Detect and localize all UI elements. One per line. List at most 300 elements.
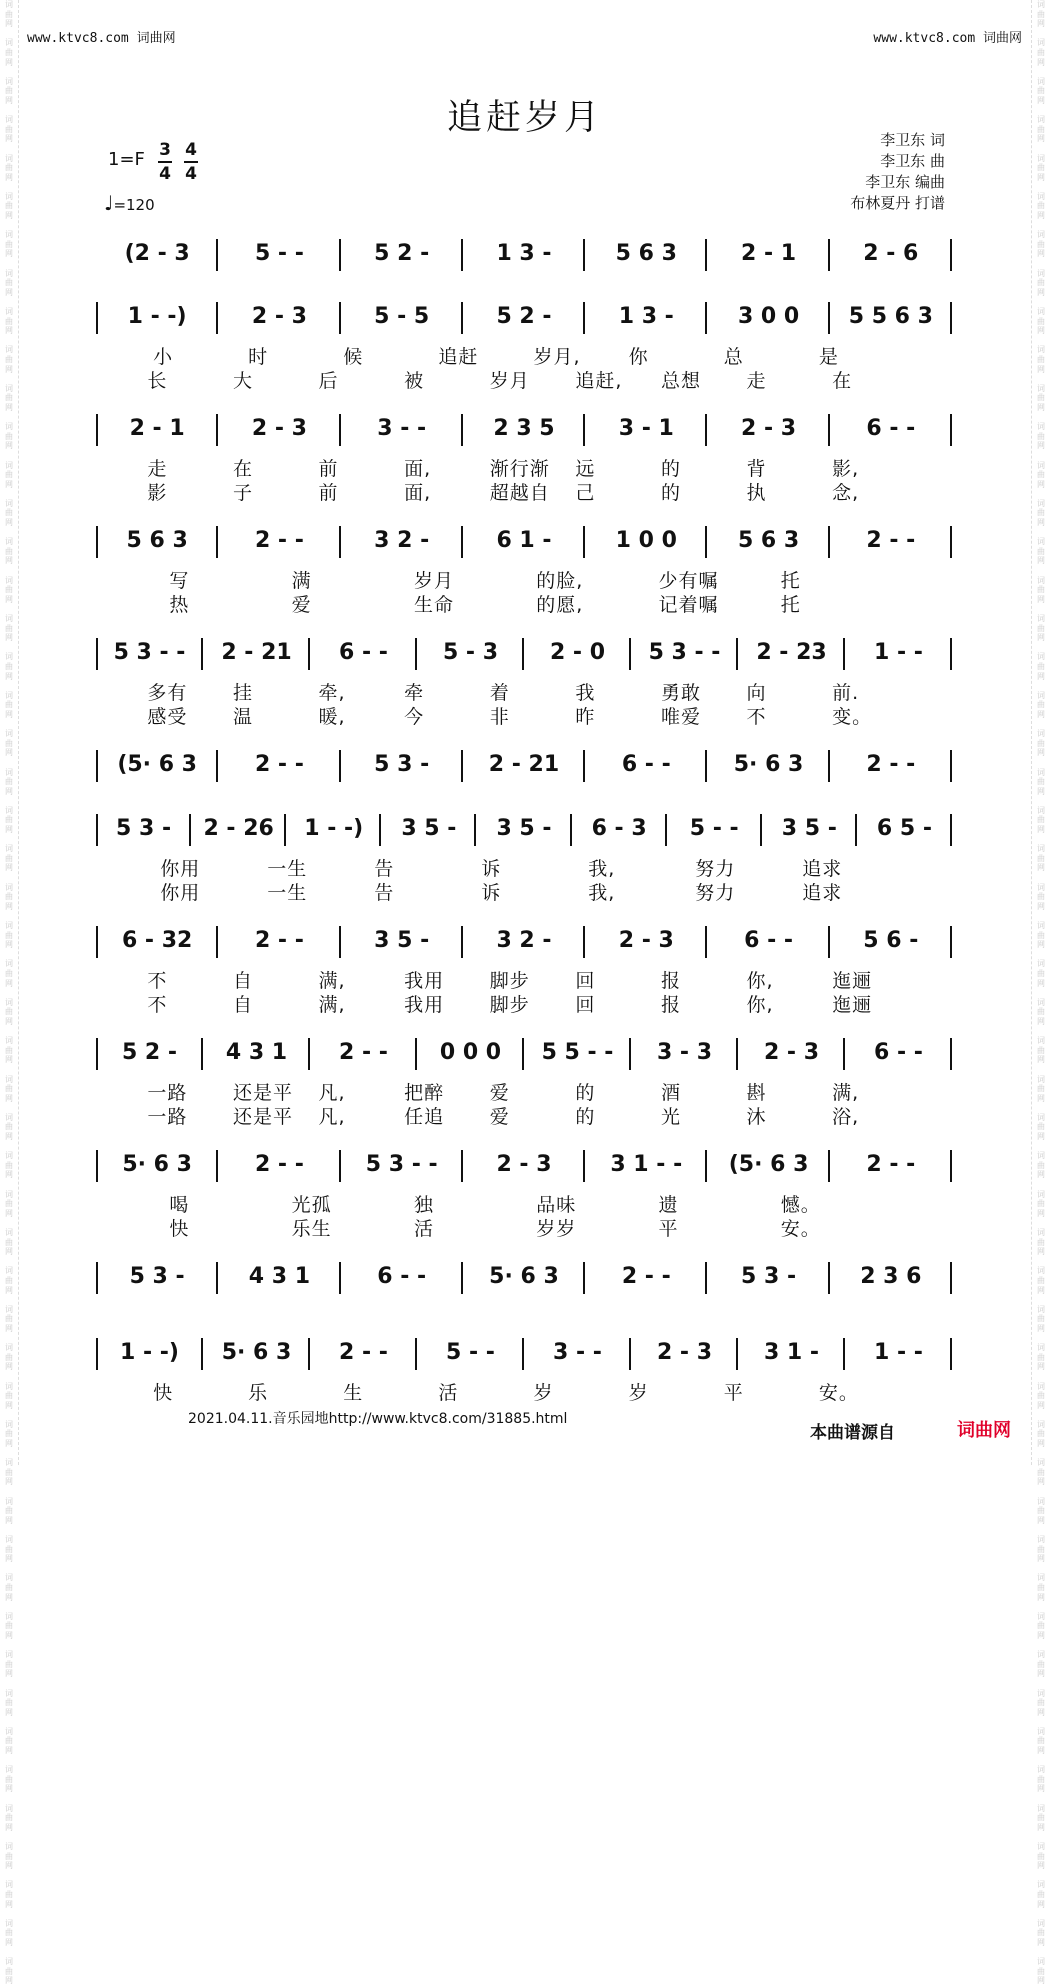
lyric-word: 还是平 bbox=[232, 1082, 293, 1104]
lyric-word: 爱 bbox=[489, 1082, 510, 1104]
measure-notes: 5· 6 3 bbox=[221, 1340, 292, 1365]
lyric-word: 追赶, bbox=[575, 370, 623, 392]
measure-notes: 1 - - bbox=[874, 640, 923, 665]
lyric-word: 我用 bbox=[404, 994, 445, 1016]
measure-notes: 3 - - bbox=[377, 416, 427, 441]
measure bbox=[96, 924, 218, 964]
measure-notes: 4 3 1 bbox=[225, 1040, 288, 1065]
lyric-word: 爱 bbox=[291, 594, 312, 616]
lyric-word: 安。 bbox=[818, 1382, 859, 1404]
song-title: 追赶岁月 bbox=[446, 98, 603, 138]
lyric-word: 走 bbox=[746, 370, 767, 392]
lyric-word: 小 bbox=[153, 346, 174, 368]
measure bbox=[218, 237, 340, 277]
lyric-word: 长 bbox=[147, 370, 168, 392]
lyric-word: 托 bbox=[780, 594, 801, 616]
measure-notes: 3 0 0 bbox=[737, 304, 800, 329]
measure-notes: 5 3 - bbox=[129, 1264, 185, 1289]
measure-notes: 2 - - bbox=[339, 1040, 388, 1065]
measure-notes: (2 - 3 bbox=[124, 241, 190, 266]
lyric-word: 遗 bbox=[658, 1194, 679, 1216]
lyric-word: 诉 bbox=[481, 882, 502, 904]
lyric-word: 是 bbox=[818, 346, 839, 368]
lyric-word: 在 bbox=[232, 458, 253, 480]
lyric-word: 光 bbox=[660, 1106, 681, 1128]
measure-notes: 2 - 1 bbox=[741, 241, 797, 266]
lyric-word: 挂 bbox=[232, 682, 253, 704]
lyric-word: 你, bbox=[746, 994, 774, 1016]
brand-logo[interactable]: 词曲网 bbox=[957, 1420, 1011, 1441]
measure-notes: 6 - - bbox=[621, 752, 671, 777]
measure bbox=[286, 812, 381, 852]
measure bbox=[830, 412, 952, 452]
lyric-word: 热 bbox=[169, 594, 190, 616]
measure-notes: 5 3 - bbox=[116, 816, 172, 841]
lyric-word: 安。 bbox=[780, 1218, 821, 1240]
measure bbox=[524, 1036, 631, 1076]
lyric-word: 我, bbox=[588, 858, 616, 880]
measure bbox=[417, 636, 524, 676]
measure-notes: 5 - 5 bbox=[374, 304, 430, 329]
lyric-word: 己 bbox=[575, 482, 596, 504]
lyric-word: 面, bbox=[404, 458, 432, 480]
measure bbox=[631, 1336, 738, 1376]
lyric-word: 向 bbox=[746, 682, 767, 704]
lyric-word: 唯爱 bbox=[660, 706, 701, 728]
measure-notes: 5 - - bbox=[689, 816, 739, 841]
barline bbox=[950, 414, 952, 446]
lyric-word: 勇敢 bbox=[660, 682, 701, 704]
measure-notes: 5 - - bbox=[254, 241, 304, 266]
lyric-word: 影 bbox=[147, 482, 168, 504]
measure bbox=[707, 1148, 829, 1188]
measure-notes: 5 - 3 bbox=[442, 640, 499, 665]
measure bbox=[203, 636, 310, 676]
measure bbox=[707, 412, 829, 452]
left-margin-line bbox=[18, 0, 19, 1465]
lyric-word: 岁 bbox=[628, 1382, 649, 1404]
site-header-right[interactable]: www.ktvc8.com 词曲网 bbox=[873, 31, 1022, 46]
measure-notes: 5 - - bbox=[446, 1340, 495, 1365]
measure bbox=[341, 748, 463, 788]
measure-notes: 1 - -) bbox=[304, 816, 364, 841]
measure-notes: 5 3 - bbox=[741, 1264, 797, 1289]
time-sig-bottom: 4 bbox=[159, 164, 171, 184]
measure bbox=[218, 924, 340, 964]
measure bbox=[218, 412, 340, 452]
measure bbox=[96, 300, 218, 340]
measure bbox=[463, 924, 585, 964]
measure-notes: 2 - - bbox=[254, 528, 304, 553]
measure-notes: 3 5 - bbox=[374, 928, 430, 953]
lyric-word: 满, bbox=[318, 994, 346, 1016]
measure bbox=[96, 1148, 218, 1188]
lyric-word: 追求 bbox=[802, 882, 843, 904]
lyric-word: 脚步 bbox=[489, 994, 530, 1016]
measure bbox=[585, 748, 707, 788]
measure bbox=[96, 1260, 218, 1300]
lyric-word: 感受 bbox=[147, 706, 188, 728]
lyric-word: 的 bbox=[660, 482, 681, 504]
measure-notes: 1 3 - bbox=[618, 304, 674, 329]
right-margin-line bbox=[1031, 0, 1032, 1465]
lyric-word: 暖, bbox=[318, 706, 346, 728]
measure bbox=[830, 237, 952, 277]
measure-notes: 5 2 - bbox=[374, 241, 430, 266]
measure-notes: 3 2 - bbox=[374, 528, 430, 553]
watermark-right: 词 曲 网 词 曲 网 词 曲 网 词 曲 网 词 曲 网 词 曲 网 词 曲 网 词 曲 网 词 曲 网 词 曲 网 词 曲 网 词 曲 网 词 曲 网 词 曲 网 词 曲 网 词 曲 网 词 曲 网 词 曲 网 词 曲 网 词 曲 网 词 曲 网 词 曲 网 词 曲 网 词 曲 网 词 曲 网 词 曲 网 词 曲 网 词 曲 网 词 曲 网 词 曲 网 词 曲 网 词 曲 网 词 曲 网 词 曲 网 词 曲 网 词 曲 网 词 曲 网 词 曲 网 词 曲 网 词 曲 网 词 曲 网 词 曲 网 词 曲 网 词 曲 网 词 曲 网 词 曲 网 词 曲 网 词 曲 网 词 曲 网 词 曲 网 词 曲 网 词 曲 网 bbox=[1037, 0, 1045, 1986]
lyric-word: 一路 bbox=[147, 1082, 188, 1104]
measure-notes: 5 6 3 bbox=[737, 528, 800, 553]
lyric-word: 在 bbox=[832, 370, 853, 392]
measure bbox=[476, 812, 571, 852]
measure-notes: 2 - - bbox=[866, 752, 916, 777]
measure-notes: 6 - - bbox=[744, 928, 793, 953]
measure bbox=[524, 636, 631, 676]
lyric-word: 的 bbox=[575, 1082, 596, 1104]
lyric-word: 着 bbox=[489, 682, 510, 704]
measure-notes: 2 - 3 bbox=[763, 1040, 820, 1065]
measure bbox=[830, 1260, 952, 1300]
measure bbox=[707, 1260, 829, 1300]
site-header-left[interactable]: www.ktvc8.com 词曲网 bbox=[27, 31, 176, 46]
measure bbox=[585, 237, 707, 277]
lyric-word: 活 bbox=[438, 1382, 459, 1404]
measure bbox=[381, 812, 476, 852]
measure bbox=[96, 1336, 203, 1376]
lyric-word: 光孤 bbox=[291, 1194, 332, 1216]
lyric-word: 总 bbox=[723, 346, 744, 368]
lyric-word: 活 bbox=[413, 1218, 434, 1240]
lyric-word: 牵 bbox=[404, 682, 425, 704]
lyric-word: 昨 bbox=[575, 706, 596, 728]
barline bbox=[950, 1038, 952, 1070]
measure bbox=[96, 237, 218, 277]
lyric-word: 平 bbox=[723, 1382, 744, 1404]
source-label: 本曲谱源自 bbox=[810, 1423, 895, 1443]
measure-notes: 2 - - bbox=[254, 1152, 304, 1177]
lyric-word: 乐生 bbox=[291, 1218, 332, 1240]
lyric-word: 影, bbox=[832, 458, 860, 480]
measure-notes: 5 2 - bbox=[496, 304, 552, 329]
measure-notes: 3 1 - - bbox=[610, 1152, 683, 1177]
measure bbox=[96, 412, 218, 452]
measure-notes: 6 - - bbox=[339, 640, 388, 665]
lyric-word: 我用 bbox=[404, 970, 445, 992]
lyric-word: 岁 bbox=[533, 1382, 554, 1404]
measure bbox=[341, 1260, 463, 1300]
lyric-word: 脚步 bbox=[489, 970, 530, 992]
measure-notes: (5· 6 3 bbox=[728, 1152, 809, 1177]
measure-notes: 2 - 21 bbox=[221, 640, 292, 665]
lyric-word: 告 bbox=[374, 858, 395, 880]
measure-notes: 5 3 - - bbox=[113, 640, 186, 665]
measure-notes: 2 - - bbox=[339, 1340, 388, 1365]
measure bbox=[341, 300, 463, 340]
measure bbox=[96, 748, 218, 788]
lyric-word: 迤逦 bbox=[832, 994, 873, 1016]
lyric-word: 多有 bbox=[147, 682, 188, 704]
lyric-word: 一路 bbox=[147, 1106, 188, 1128]
measure-notes: 2 - 3 bbox=[618, 928, 674, 953]
lyric-word: 的 bbox=[660, 458, 681, 480]
lyric-word: 大 bbox=[232, 370, 253, 392]
lyric-word: 超越自 bbox=[489, 482, 550, 504]
lyric-word: 浴, bbox=[832, 1106, 860, 1128]
tempo-value: =120 bbox=[113, 196, 155, 214]
measure-notes: 1 - -) bbox=[120, 1340, 179, 1365]
lyric-word: 还是平 bbox=[232, 1106, 293, 1128]
score-row bbox=[96, 748, 952, 788]
measure bbox=[96, 812, 191, 852]
lyric-word: 你用 bbox=[160, 882, 201, 904]
lyric-word: 被 bbox=[404, 370, 425, 392]
lyric-word: 回 bbox=[575, 970, 596, 992]
lyric-word: 今 bbox=[404, 706, 425, 728]
transcriber-credit: 布林夏丹 打谱 bbox=[850, 194, 945, 212]
lyric-word: 的脸, bbox=[536, 570, 584, 592]
score-row bbox=[96, 1336, 952, 1376]
lyric-word: 的 bbox=[575, 1106, 596, 1128]
measure-notes: 2 - 26 bbox=[203, 816, 274, 841]
measure bbox=[463, 1148, 585, 1188]
measure bbox=[667, 812, 762, 852]
measure bbox=[310, 636, 417, 676]
measure bbox=[631, 1036, 738, 1076]
measure-notes: 3 5 - bbox=[401, 816, 457, 841]
measure-notes: 2 - 6 bbox=[863, 241, 919, 266]
lyric-word: 子 bbox=[232, 482, 253, 504]
arranger-credit: 李卫东 编曲 bbox=[865, 173, 945, 191]
measure-notes: 2 - 0 bbox=[549, 640, 606, 665]
barline bbox=[950, 1338, 952, 1370]
score-row bbox=[96, 237, 952, 277]
lyric-word: 回 bbox=[575, 994, 596, 1016]
lyric-word: 渐行渐 bbox=[489, 458, 550, 480]
measure-notes: 6 - - bbox=[377, 1264, 427, 1289]
lyric-word: 执 bbox=[746, 482, 767, 504]
barline bbox=[950, 1150, 952, 1182]
score-row bbox=[96, 524, 952, 564]
lyric-word: 努力 bbox=[695, 882, 736, 904]
score-row bbox=[96, 636, 952, 676]
measure-notes: 3 - 1 bbox=[618, 416, 674, 441]
measure-notes: 2 - - bbox=[254, 928, 304, 953]
lyric-word: 一生 bbox=[267, 882, 308, 904]
lyric-word: 诉 bbox=[481, 858, 502, 880]
lyric-word: 前 bbox=[318, 458, 339, 480]
measure-notes: 2 - - bbox=[866, 1152, 916, 1177]
time-sig-bottom: 4 bbox=[185, 164, 197, 184]
lyric-word: 品味 bbox=[536, 1194, 577, 1216]
lyric-word: 不 bbox=[746, 706, 767, 728]
lyric-word: 记着嘱 bbox=[658, 594, 719, 616]
lyric-word: 前. bbox=[832, 682, 860, 704]
lyric-word: 凡, bbox=[318, 1082, 346, 1104]
measure-notes: (5· 6 3 bbox=[117, 752, 197, 777]
lyric-word: 凡, bbox=[318, 1106, 346, 1128]
measure bbox=[572, 812, 667, 852]
lyric-word: 背 bbox=[746, 458, 767, 480]
measure bbox=[830, 300, 952, 340]
lyric-word: 迤逦 bbox=[832, 970, 873, 992]
lyric-word: 斟 bbox=[746, 1082, 767, 1104]
source-line[interactable]: 2021.04.11.音乐园地http://www.ktvc8.com/31885.html bbox=[188, 1411, 568, 1427]
measure bbox=[631, 636, 738, 676]
measure-notes: 6 1 - bbox=[496, 528, 552, 553]
time-sig-top: 3 bbox=[159, 140, 171, 160]
lyric-word: 自 bbox=[232, 994, 253, 1016]
measure-notes: 1 0 0 bbox=[615, 528, 677, 553]
measure bbox=[463, 748, 585, 788]
lyric-word: 一生 bbox=[267, 858, 308, 880]
lyric-word: 喝 bbox=[169, 1194, 190, 1216]
measure bbox=[707, 300, 829, 340]
lyric-word: 不 bbox=[147, 994, 168, 1016]
measure bbox=[310, 1336, 417, 1376]
measure-notes: 2 - 3 bbox=[656, 1340, 713, 1365]
lyric-word: 我 bbox=[575, 682, 596, 704]
lyric-word: 努力 bbox=[695, 858, 736, 880]
lyricist-credit: 李卫东 词 bbox=[880, 131, 945, 149]
lyric-word: 少有嘱 bbox=[658, 570, 719, 592]
lyric-word: 岁月 bbox=[413, 570, 454, 592]
measure bbox=[417, 1036, 524, 1076]
score-row bbox=[96, 412, 952, 452]
measure bbox=[707, 237, 829, 277]
measure bbox=[463, 1260, 585, 1300]
lyric-word: 告 bbox=[374, 882, 395, 904]
measure bbox=[417, 1336, 524, 1376]
measure-notes: 3 1 - bbox=[763, 1340, 820, 1365]
lyric-word: 变。 bbox=[832, 706, 873, 728]
lyric-word: 前 bbox=[318, 482, 339, 504]
lyric-word: 酒 bbox=[660, 1082, 681, 1104]
measure bbox=[524, 1336, 631, 1376]
measure bbox=[341, 524, 463, 564]
measure-notes: 5 3 - bbox=[374, 752, 430, 777]
measure bbox=[585, 924, 707, 964]
measure-notes: 2 - 3 bbox=[741, 416, 797, 441]
measure-notes: 2 3 5 bbox=[493, 416, 555, 441]
lyric-word: 后 bbox=[318, 370, 339, 392]
measure bbox=[463, 524, 585, 564]
lyric-word: 牵, bbox=[318, 682, 346, 704]
lyric-word: 的愿, bbox=[536, 594, 584, 616]
lyric-word: 温 bbox=[232, 706, 253, 728]
measure bbox=[845, 636, 952, 676]
barline bbox=[950, 302, 952, 334]
measure bbox=[341, 237, 463, 277]
credits bbox=[850, 130, 945, 214]
lyric-word: 非 bbox=[489, 706, 510, 728]
measure-notes: 5 3 - - bbox=[365, 1152, 438, 1177]
measure bbox=[463, 300, 585, 340]
quarter-note-icon: ♩ bbox=[104, 191, 114, 215]
measure bbox=[218, 524, 340, 564]
lyric-word: 你 bbox=[628, 346, 649, 368]
measure-notes: 6 5 - bbox=[876, 816, 932, 841]
measure-notes: 5 6 3 bbox=[615, 241, 677, 266]
measure-notes: 2 - 3 bbox=[251, 416, 307, 441]
barline bbox=[950, 750, 952, 782]
lyric-word: 满 bbox=[291, 570, 312, 592]
key-signature: 1=F bbox=[108, 149, 145, 170]
measure bbox=[845, 1336, 952, 1376]
measure bbox=[830, 1148, 952, 1188]
measure-notes: 6 - 3 bbox=[591, 816, 647, 841]
measure-notes: 3 5 - bbox=[781, 816, 837, 841]
barline bbox=[950, 239, 952, 271]
lyric-word: 沐 bbox=[746, 1106, 767, 1128]
lyric-word: 生命 bbox=[413, 594, 454, 616]
measure-notes: 3 5 - bbox=[496, 816, 552, 841]
score-row bbox=[96, 812, 952, 852]
measure-notes: 5· 6 3 bbox=[122, 1152, 192, 1177]
lyric-word: 爱 bbox=[489, 1106, 510, 1128]
lyric-word: 满, bbox=[318, 970, 346, 992]
score-row bbox=[96, 300, 952, 340]
lyric-word: 追求 bbox=[802, 858, 843, 880]
lyric-word: 候 bbox=[343, 346, 364, 368]
measure-notes: 2 - - bbox=[254, 752, 304, 777]
measure-notes: 5· 6 3 bbox=[733, 752, 804, 777]
measure-notes: 5 6 - bbox=[863, 928, 919, 953]
lyric-word: 憾。 bbox=[780, 1194, 821, 1216]
measure bbox=[310, 1036, 417, 1076]
measure bbox=[707, 924, 829, 964]
measure bbox=[341, 1148, 463, 1188]
measure bbox=[585, 1148, 707, 1188]
barline bbox=[950, 1262, 952, 1294]
watermark-left: 词 曲 网 词 曲 网 词 曲 网 词 曲 网 词 曲 网 词 曲 网 词 曲 网 词 曲 网 词 曲 网 词 曲 网 词 曲 网 词 曲 网 词 曲 网 词 曲 网 词 曲 网 词 曲 网 词 曲 网 词 曲 网 词 曲 网 词 曲 网 词 曲 网 词 曲 网 词 曲 网 词 曲 网 词 曲 网 词 曲 网 词 曲 网 词 曲 网 词 曲 网 词 曲 网 词 曲 网 词 曲 网 词 曲 网 词 曲 网 词 曲 网 词 曲 网 词 曲 网 词 曲 网 词 曲 网 词 曲 网 词 曲 网 词 曲 网 词 曲 网 词 曲 网 词 曲 网 词 曲 网 词 曲 网 词 曲 网 词 曲 网 词 曲 网 词 曲 网 词 曲 网 bbox=[5, 0, 13, 1986]
measure-notes: 2 - 23 bbox=[756, 640, 827, 665]
lyric-word: 快 bbox=[153, 1382, 174, 1404]
measure-notes: 1 - -) bbox=[127, 304, 187, 329]
measure bbox=[585, 412, 707, 452]
measure bbox=[857, 812, 952, 852]
time-sig-top: 4 bbox=[185, 140, 197, 160]
measure-notes: 2 - - bbox=[621, 1264, 671, 1289]
measure-notes: 0 0 0 bbox=[439, 1040, 502, 1065]
measure bbox=[218, 748, 340, 788]
measure bbox=[585, 300, 707, 340]
barline bbox=[950, 814, 952, 846]
measure-notes: 5 6 3 bbox=[126, 528, 188, 553]
measure bbox=[96, 524, 218, 564]
time-signature-1 bbox=[158, 140, 172, 184]
measure bbox=[203, 1336, 310, 1376]
measure-notes: 2 - 21 bbox=[488, 752, 560, 777]
lyric-word: 任追 bbox=[404, 1106, 445, 1128]
measure-notes: 5· 6 3 bbox=[489, 1264, 559, 1289]
lyric-word: 快 bbox=[169, 1218, 190, 1240]
measure bbox=[218, 1260, 340, 1300]
lyric-word: 念, bbox=[832, 482, 860, 504]
measure bbox=[707, 524, 829, 564]
measure bbox=[203, 1036, 310, 1076]
lyric-word: 独 bbox=[413, 1194, 434, 1216]
lyric-word: 岁岁 bbox=[536, 1218, 577, 1240]
measure-notes: 4 3 1 bbox=[248, 1264, 311, 1289]
measure-notes: 3 - - bbox=[553, 1340, 602, 1365]
measure-notes: 5 5 6 3 bbox=[848, 304, 933, 329]
score-row bbox=[96, 924, 952, 964]
lyric-word: 托 bbox=[780, 570, 801, 592]
lyric-word: 平 bbox=[658, 1218, 679, 1240]
measure-notes: 2 - 3 bbox=[251, 304, 307, 329]
lyric-word: 满, bbox=[832, 1082, 860, 1104]
